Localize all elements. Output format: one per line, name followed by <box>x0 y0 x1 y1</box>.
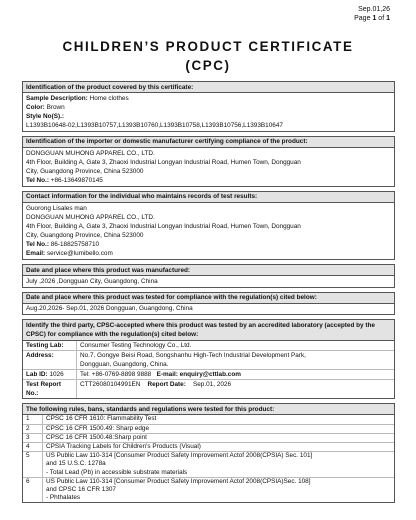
lab-address-value: No.7, Gongye Beisi Road, Songshanhu High-Tech Industrial Development Park, Dongguan, Guangdong, China. <box>77 350 394 369</box>
contact-tel: Tel No.: 86-18825758710 <box>26 240 100 248</box>
importer-name: DONGGUAN MUHONG APPAREL CO., LTD. <box>26 149 155 157</box>
rule-line: CPSC 16 CFR 1500.49: Sharp edge <box>46 424 150 432</box>
rule-line: US Public Law 110-314 [Consumer Product Safety Improvement Actof 2008(CPSIA)Sec. 108] <box>46 477 311 485</box>
rule-line: US Public Law 110-314 [Consumer Product Safety Improvement Actof 2008(CPSIA) Sec. 101] <box>46 452 313 460</box>
importer-tel: Tel No.: +86-13649870145 <box>26 176 103 184</box>
lab-section <box>22 319 395 399</box>
title-line-2: (CPC) <box>185 58 231 73</box>
importer-section <box>22 136 395 187</box>
document-title <box>0 37 416 75</box>
contact-person: Guorong Lisales man <box>26 204 87 212</box>
lab-email: E-mail: enquiry@cttlab.com <box>156 370 241 378</box>
rule-number: 3 <box>23 433 43 442</box>
rule-line: - Phthalates <box>46 494 81 502</box>
lab-question: Identify the third party, CPSC-accepted where this product was tested by an accredited laboratory (accepted by the CPSC) for compliance with the regulation(s) cited below: <box>23 320 394 340</box>
rule-line: CPSC 16 CFR 1500.48:Sharp point <box>46 433 147 441</box>
sample-description: Sample Description: Home clothes <box>26 94 129 102</box>
rule-line: and 15 U.S.C. 1278a <box>46 460 106 468</box>
report-row <box>77 379 394 398</box>
importer-address-1: 4th Floor, Building A, Gate 3, Zhaoxi Industrial Longyan Industrial Road, Humen Town, Dongguan <box>26 158 301 166</box>
rule-text <box>43 477 394 503</box>
page-indicator: Page 1 of 1 <box>354 14 390 22</box>
rule-text <box>43 424 394 433</box>
importer-question: Identification of the importer or domestic manufacturer certifying compliance of the product: <box>23 137 394 148</box>
rule-text <box>43 451 394 477</box>
rules-table <box>23 415 394 502</box>
testing-lab-label: Testing Lab: <box>23 341 77 350</box>
rule-number: 2 <box>23 424 43 433</box>
rule-line: CPSIA Tracking Labels for Children's Products (Visual) <box>46 442 201 450</box>
report-date-label: Report Date: <box>147 381 186 389</box>
lab-table <box>23 341 394 399</box>
contact-email: Email: service@lumibello.com <box>26 250 113 257</box>
contact-address-1: 4th Floor, Building A, Gate 3, Zhaoxi Industrial Longyan Industrial Road, Humen Town, Dongguan <box>26 222 301 230</box>
rule-line: and CPSC 16 CFR 1307 <box>46 485 116 493</box>
testing-lab-value: Consumer Testing Technology Co., Ltd. <box>80 341 192 349</box>
lab-address-label: Address: <box>23 350 77 369</box>
page-header <box>354 6 390 23</box>
lab-contact-row <box>77 369 394 379</box>
lab-tel: Tel: +86-0769-8898 9888 <box>80 370 152 378</box>
style-label: Style No(S).: <box>26 112 64 120</box>
tested-question: Date and place where this product was tested for compliance with the regulation(s) cited below: <box>23 293 394 304</box>
contact-section <box>22 191 395 260</box>
contact-company: DONGGUAN MUHONG APPAREL CO., LTD. <box>26 213 155 221</box>
rule-number: 1 <box>23 415 43 423</box>
report-no-value: CTT26080104991EN <box>80 381 141 389</box>
report-date-value: Sep.01, 2026 <box>192 381 232 389</box>
style-numbers: L1393B10648-02,L1393B10757,L1393B10760,L1393B10758,L1393B10756,L1393B10647 <box>26 121 283 129</box>
rules-section <box>22 403 395 503</box>
rule-number: 4 <box>23 442 43 451</box>
tested-section <box>22 292 395 316</box>
report-no-label: Test Report No.: <box>23 379 77 398</box>
rules-question: The following rules, bans, standards and regulations were tested for this product: <box>23 404 394 415</box>
rule-text <box>43 442 394 451</box>
contact-question: Contact information for the individual who maintains records of test results: <box>23 192 394 203</box>
rule-number: 6 <box>23 477 43 503</box>
product-color: Color: Brown <box>26 103 65 111</box>
product-section <box>22 81 395 132</box>
tested-value: Aug.20,2026- Sep.01, 2026 Dongguan, Guangdong, China <box>26 305 193 313</box>
rule-line: - Total Lead (Pb) in accessible substrate materials <box>46 468 188 476</box>
importer-address-2: City, Guangdong Province, China 523000 <box>26 167 144 175</box>
title-line-1: CHILDREN’S PRODUCT CERTIFICATE <box>62 39 354 54</box>
rule-text <box>43 433 394 442</box>
manufactured-section <box>22 264 395 288</box>
rule-text <box>43 415 394 423</box>
rule-number: 5 <box>23 451 43 477</box>
manufactured-value: July ,2026 ,Dongguan City, Guangdong, China <box>26 277 158 285</box>
certificate-body <box>22 81 395 503</box>
contact-address-2: City, Guangdong Province, China 523000 <box>26 231 144 239</box>
product-question: Identification of the product covered by this certificate: <box>23 82 394 93</box>
rule-line: CPSC 16 CFR 1610: Flammability Test <box>46 415 157 423</box>
lab-id-label: Lab ID: 1026 <box>23 369 77 379</box>
header-date: Sep.01,26 <box>358 6 390 13</box>
manufactured-question: Date and place where this product was manufactured: <box>23 265 394 276</box>
